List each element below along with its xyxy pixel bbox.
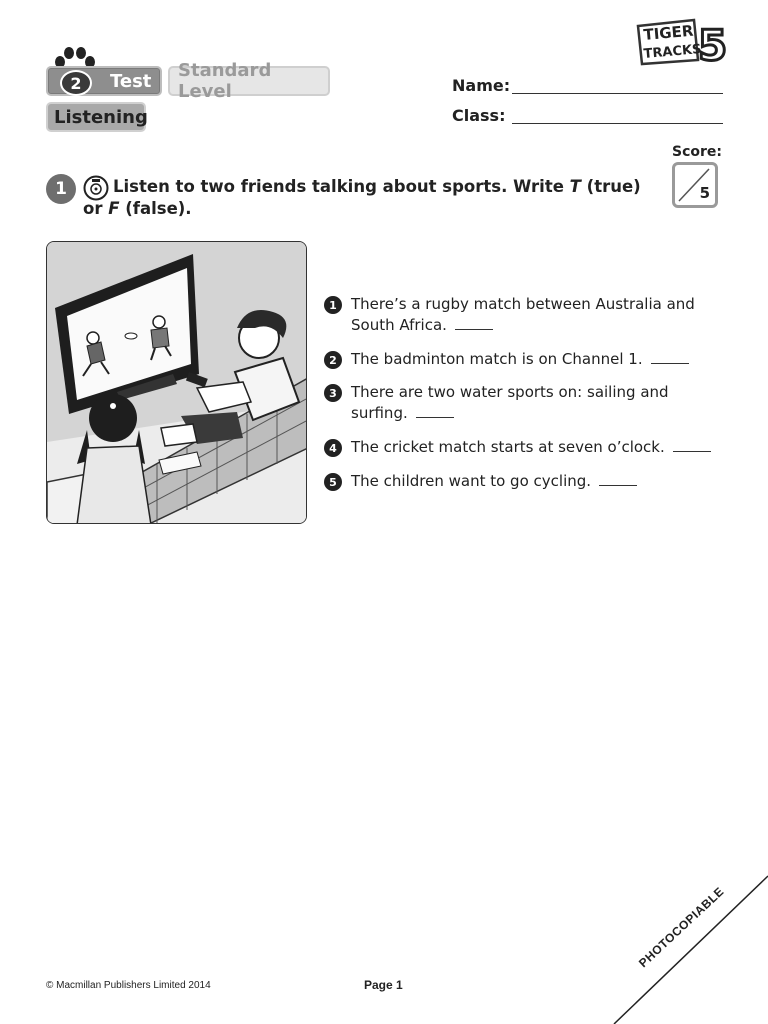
question-text: The children want to go cycling. — [351, 472, 592, 490]
logo-level: 5 — [698, 21, 728, 68]
question-5 — [324, 471, 724, 492]
score-total: 5 — [699, 184, 710, 202]
logo-line1: TIGER — [642, 21, 695, 44]
instruction-text-3: (false). — [119, 199, 192, 218]
logo-line2: TRACKS — [643, 41, 703, 62]
name-label: Name: — [452, 76, 511, 95]
score-label: Score: — [672, 144, 722, 160]
question-text: There are two water sports on: sailing and surfing. — [351, 383, 669, 422]
photocopiable-stamp: PHOTOCOPIABLE — [636, 884, 727, 971]
question-text: There’s a rugby match between Australia and South Africa. — [351, 295, 695, 334]
question-text: The cricket match starts at seven o’clock. — [351, 438, 665, 456]
instruction-text-1: Listen to two friends talking about sports. Write — [113, 177, 570, 196]
class-label: Class: — [452, 106, 506, 125]
answer-blank[interactable] — [599, 485, 637, 486]
question-number: 5 — [324, 473, 342, 491]
test-number: 2 — [60, 70, 92, 96]
exercise-instruction — [83, 176, 643, 220]
true-letter: T — [569, 177, 581, 196]
tiger-tracks-logo — [632, 14, 736, 68]
question-number: 2 — [324, 351, 342, 369]
test-badge — [46, 66, 162, 96]
illustration-children-watching-tv — [46, 241, 307, 524]
instruction-text-2: (true) or — [83, 177, 641, 218]
question-3 — [324, 382, 724, 424]
answer-blank[interactable] — [416, 417, 454, 418]
corner-fold-line — [600, 870, 768, 1024]
exercise-number: 1 — [46, 174, 76, 204]
score-box[interactable] — [672, 162, 718, 208]
name-field[interactable] — [512, 93, 723, 94]
question-2 — [324, 349, 724, 370]
question-number: 1 — [324, 296, 342, 314]
answer-blank[interactable] — [673, 451, 711, 452]
question-number: 3 — [324, 384, 342, 402]
page-number: Page 1 — [364, 978, 403, 992]
question-text: The badminton match is on Channel 1. — [351, 350, 643, 368]
false-letter: F — [108, 199, 120, 218]
class-field[interactable] — [512, 123, 723, 124]
section-badge: Listening — [46, 102, 146, 132]
answer-blank[interactable] — [651, 363, 689, 364]
copyright-notice: © Macmillan Publishers Limited 2014 — [46, 980, 211, 991]
question-4 — [324, 437, 724, 458]
tv-scene-drawing — [47, 242, 307, 524]
level-badge: Standard Level — [168, 66, 330, 96]
test-label: Test — [110, 71, 152, 92]
answer-blank[interactable] — [455, 329, 493, 330]
question-1 — [324, 294, 724, 336]
question-number: 4 — [324, 439, 342, 457]
